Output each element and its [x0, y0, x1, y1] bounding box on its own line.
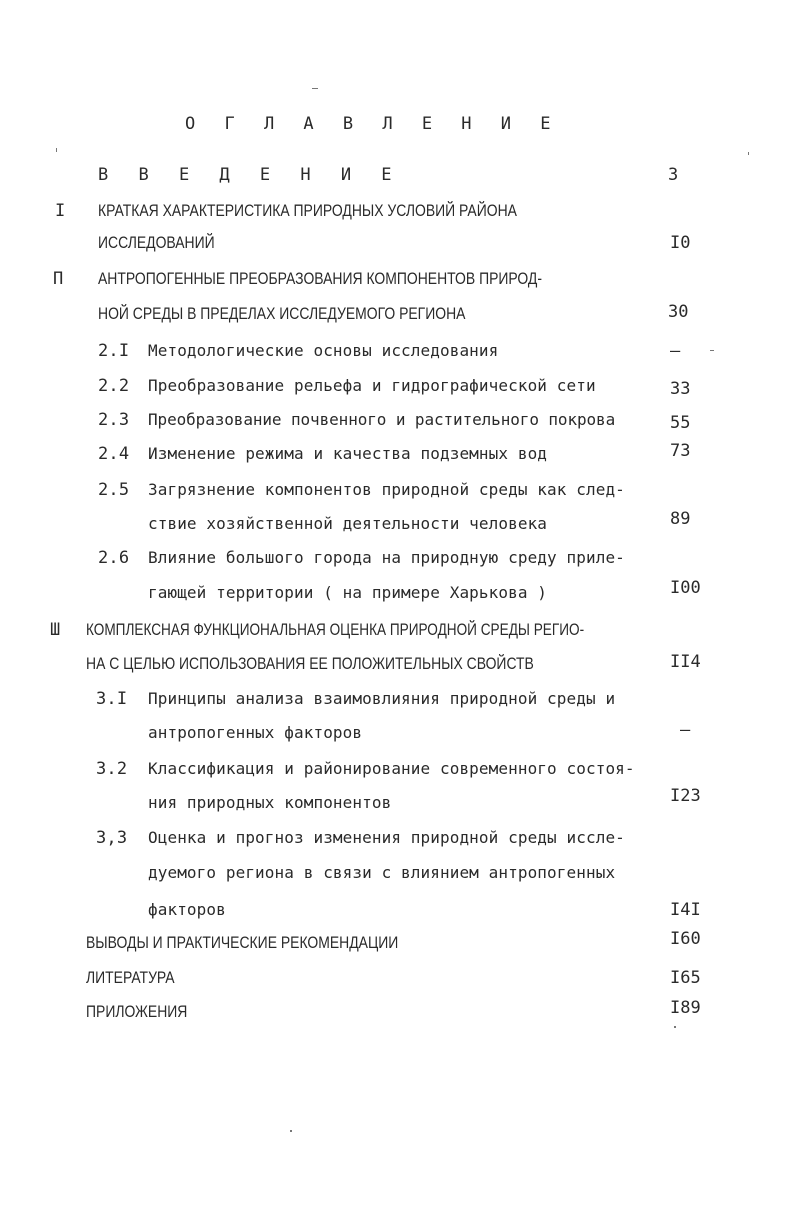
section-number: 2.5 — [98, 480, 130, 500]
section-number: 2.2 — [98, 376, 130, 396]
section-title-line: Преобразование рельефа и гидрографической сети — [148, 376, 596, 395]
section-page: 89 — [670, 509, 691, 529]
scan-speck — [748, 152, 749, 155]
section-page: – — [670, 341, 681, 361]
section-title-line: Преобразование почвенного и растительного покрова — [148, 410, 616, 429]
section-number: 2.3 — [98, 410, 130, 430]
chapter-title-line: ИССЛЕДОВАНИЙ — [98, 233, 215, 252]
section-title-line: Классификация и районирование современного состоя- — [148, 759, 635, 778]
chapter-number: I — [55, 201, 66, 221]
chapter-number: Ш — [50, 620, 61, 640]
section-page: I4I — [670, 900, 701, 920]
section-title-line: ния природных компонентов — [148, 793, 392, 812]
section-title-line: Загрязнение компонентов природной среды как след- — [148, 480, 625, 499]
intro-page: 3 — [668, 165, 679, 185]
scan-speck — [56, 148, 57, 152]
section-number: 3.I — [96, 689, 128, 709]
section-title-line: Изменение режима и качества подземных вод — [148, 444, 548, 463]
chapter-title-line: НОЙ СРЕДЫ В ПРЕДЕЛАХ ИССЛЕДУЕМОГО РЕГИОНА — [98, 304, 466, 323]
endmatter-page: I60 — [670, 929, 701, 949]
endmatter-page: I65 — [670, 968, 701, 988]
scan-speck — [674, 1026, 676, 1028]
section-page: 33 — [670, 379, 691, 399]
section-title-line: Влияние большого города на природную среду приле- — [148, 548, 625, 567]
scan-speck — [312, 88, 318, 89]
section-page: 55 — [670, 413, 691, 433]
section-page: I23 — [670, 786, 701, 806]
section-page: – — [680, 720, 691, 740]
chapter-page: II4 — [670, 652, 701, 672]
endmatter-label: ЛИТЕРАТУРА — [86, 968, 175, 987]
section-title-line: Принципы анализа взаимовлияния природной среды и — [148, 689, 616, 708]
section-title-line: факторов — [148, 900, 226, 919]
section-title-line: дуемого региона в связи с влиянием антропогенных — [148, 863, 616, 882]
endmatter-page: I89 — [670, 998, 701, 1018]
endmatter-label: ПРИЛОЖЕНИЯ — [86, 1002, 188, 1021]
section-number: 3.2 — [96, 759, 128, 779]
section-title-line: антропогенных факторов — [148, 723, 363, 742]
section-title-line: ствие хозяйственной деятельности человека — [148, 514, 548, 533]
chapter-page: 30 — [668, 302, 689, 322]
scan-speck — [710, 350, 714, 351]
section-number: 2.4 — [98, 444, 130, 464]
section-title-line: Оценка и прогноз изменения природной среды иссле- — [148, 828, 625, 847]
section-number: 2.6 — [98, 548, 130, 568]
section-title-line: гающей территории ( на примере Харькова ) — [148, 583, 548, 602]
page-title: О Г Л А В Л Е Н И Е — [185, 114, 560, 134]
scan-speck — [290, 1130, 292, 1132]
section-page: I00 — [670, 578, 701, 598]
chapter-title-line: КРАТКАЯ ХАРАКТЕРИСТИКА ПРИРОДНЫХ УСЛОВИЙ РАЙОНА — [98, 201, 517, 220]
section-page: 73 — [670, 441, 691, 461]
section-number: 2.I — [98, 341, 130, 361]
intro-label: В В Е Д Е Н И Е — [98, 165, 402, 185]
chapter-page: I0 — [670, 233, 691, 253]
endmatter-label: ВЫВОДЫ И ПРАКТИЧЕСКИЕ РЕКОМЕНДАЦИИ — [86, 933, 399, 952]
chapter-title-line: АНТРОПОГЕННЫЕ ПРЕОБРАЗОВАНИЯ КОМПОНЕНТОВ ПРИРОД- — [98, 269, 543, 288]
chapter-number: П — [53, 269, 64, 289]
section-number: 3,3 — [96, 828, 128, 848]
chapter-title-line: КОМПЛЕКСНАЯ ФУНКЦИОНАЛЬНАЯ ОЦЕНКА ПРИРОДНОЙ СРЕДЫ РЕГИО- — [86, 620, 585, 639]
section-title-line: Методологические основы исследования — [148, 341, 499, 360]
chapter-title-line: НА С ЦЕЛЬЮ ИСПОЛЬЗОВАНИЯ ЕЕ ПОЛОЖИТЕЛЬНЫХ СВОЙСТВ — [86, 654, 534, 673]
